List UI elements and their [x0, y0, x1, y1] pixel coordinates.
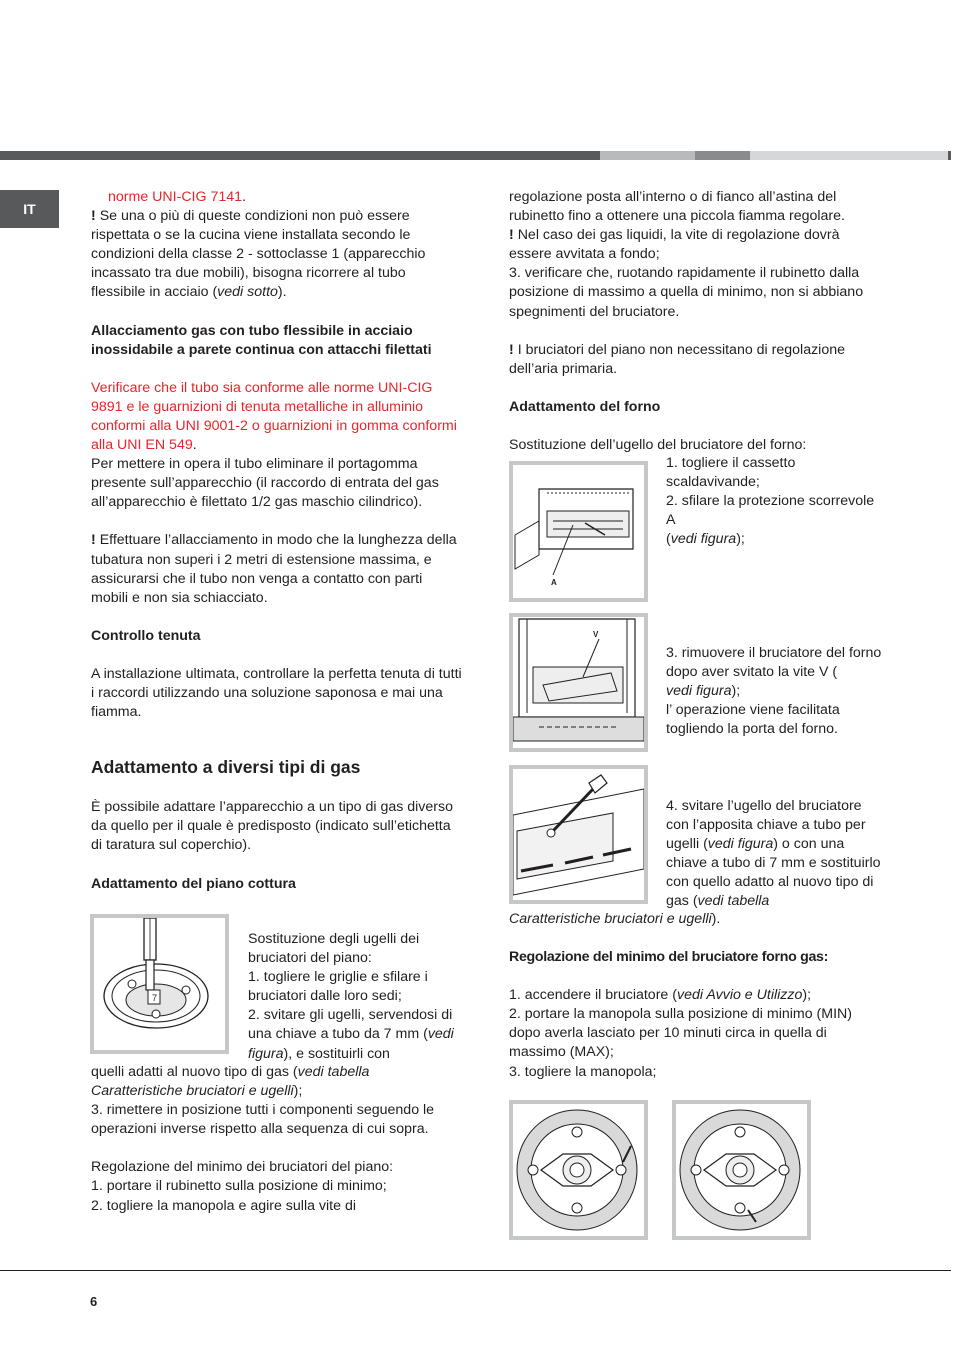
right-column: regolazione posta all’interno o di fianco all’astina del rubinetto fino a ottenere una piccola fiamma regolare. ! Nel caso dei gas liquidi, la vite di regolazione dovrà essere avvitata a fondo; 3. verificare che, ruotando rapidamente il rubinetto dalla posizione di massimo a quella di minimo, non si abbiano spegnimenti del bruciatore. ! I bruciatori del piano non necessitano di regolazione dell’aria primaria. Adattamento del forno Sostituzione dell’ugello del bruciatore del forno:: [509, 188, 885, 455]
top-color-bar: [0, 151, 950, 160]
heading-regolazione-forno: Regolazione del minimo del bruciatore forno gas:: [509, 949, 829, 966]
paragraph-adattamento: È possibile adattare l’apparecchio a un tipo di gas diverso da quello per il quale è predisposto (indicato sull’etichetta di taratura sul coperchio).: [91, 799, 454, 854]
heading-piano-cottura: Adattamento del piano cottura: [91, 875, 296, 892]
paragraph-allacciamento-note: ! Effettuare l’allacciamento in modo che la lunghezza della tubatura non superi i 2 metri di estensione massima, e assicurarsi che il tubo non venga a contatto con parti mobili e non sia schiacciato.: [91, 532, 457, 606]
left-column: norme UNI-CIG 7141. ! Se una o più di queste condizioni non può essere rispettata o se la cucina viene installata secondo le condizioni della classe 2 - sottoclasse 1 (apparecchio incassato tra due mobili), bisogna ricorrere al tubo flessibile in acciaio (vedi sotto). Allacciamento gas con tubo flessibile in acciaio inossidabile a parete continua con attacchi filettati Verificare che il tubo sia conforme alle norme UNI-CIG 9891 e le guarnizioni di tenuta metalliche in alluminio conformi alla UNI 9001-2 o guarnizioni in gomma conformi alla UNI EN 549. Per mettere in opera il tubo eliminare il portagomma presente sull’apparecchio (il raccordo di entrata del gas all’apparecchio è filettato 1/2 gas maschio cilindrico). ! Effettuare l’allacciamento in modo che la lunghezza della tubatura non superi i 2 metri di estensione massima, e assicurarsi che il tubo non venga a contatto con parti mobili e non sia schiacciato. Controllo tenuta A installazione ultimata, controllare la perfetta tenuta di tutti i raccordi utilizzando una soluzione saponosa e mai una fiamma. Adattamento a diversi tipi di gas È possibile adattare l’apparecchio a un tipo di gas diverso da quello per il quale è predisposto (indicato sull’etichetta di taratura sul coperchio). Adattamento del piano cottura: [91, 188, 463, 894]
figure-nozzle-wrench: [509, 765, 648, 904]
figure-valve-screw-2: [672, 1100, 811, 1240]
norme-ref: norme UNI-CIG 7141: [108, 189, 243, 205]
wrap-text-piano: Sostituzione degli ugelli dei bruciatori del piano: 1. togliere le griglie e sfilare i bruciatori dalle loro sedi; 2. svitare gli ugelli, servendosi di una chiave a tubo da 7 mm (vedi figura), e sostituirli con: [248, 931, 454, 1062]
right-column-continued: Caratteristiche bruciatori e ugelli). Regolazione del minimo del bruciatore forno gas: 1. accendere il bruciatore (vedi Avvio e Utilizzo); 2. portare la manopola sulla posizione di minimo (MIN) dopo averla lasciato per 10 minuti circa in quella di massimo (MAX); 3. togliere la manopola;: [509, 910, 885, 1082]
figure-oven-protection-a: [509, 461, 648, 602]
paragraph-verifica: Verificare che il tubo sia conforme alle norme UNI-CIG 9891 e le guarnizioni di tenuta metalliche in alluminio conformi alla UNI 9001-2 o guarnizioni in gomma conformi alla UNI EN 549.: [91, 379, 457, 454]
heading-adattamento-gas: Adattamento a diversi tipi di gas: [91, 757, 361, 778]
heading-forno: Adattamento del forno: [509, 398, 661, 415]
language-tab: IT: [0, 190, 59, 228]
left-column-continued: quelli adatti al nuovo tipo di gas (vedi tabella Caratteristiche bruciatori e ugelli); 3. rimettere in posizione tutti i componenti seguendo le operazioni inverse rispetto alla sequenza di cui sopra. Regolazione del minimo dei bruciatori del piano: 1. portare il rubinetto sulla posizione di minimo; 2. togliere la manopola e agire sulla vite di: [91, 1064, 435, 1214]
figure-valve-screw-1: [509, 1100, 648, 1240]
wrap-steps-1-2: 1. togliere il cassetto scaldavivande; 2. sfilare la protezione scorrevole A (vedi figura);: [666, 455, 875, 548]
fig-label-v: V: [593, 630, 599, 639]
page-number: 6: [90, 1294, 98, 1309]
figure-burner-nozzle: [90, 914, 229, 1054]
wrap-step-3: 3. rimuovere il bruciatore del forno dopo aver svitato la vite V ( vedi figura); l’ operazione viene facilitata togliendo la porta del forno.: [666, 645, 882, 738]
paragraph-condizioni: ! Se una o più di queste condizioni non può essere rispettata o se la cucina viene installata secondo le condizioni della classe 2 - sottoclasse 1 (apparecchio incassato tra due mobili), bisogna ricorrere al tubo flessibile in acciaio (vedi sotto).: [91, 208, 426, 301]
footer-rule: [0, 1270, 951, 1271]
paragraph-controllo: A installazione ultimata, controllare la perfetta tenuta di tutti i raccordi utilizzando una soluzione saponosa e mai una fiamma.: [91, 665, 462, 721]
figure-oven-burner-v: [509, 613, 648, 752]
paragraph-opera: Per mettere in opera il tubo eliminare il portagomma presente sull’apparecchio (il raccordo di entrata del gas all’apparecchio è filettato 1/2 gas maschio cilindrico).: [91, 456, 439, 511]
heading-controllo-tenuta: Controllo tenuta: [91, 627, 201, 644]
fig-label-7: 7: [152, 993, 158, 1003]
heading-allacciamento: Allacciamento gas con tubo flessibile in acciaio inossidabile a parete continua con attacchi filettati: [91, 322, 432, 358]
wrap-step-4: 4. svitare l’ugello del bruciatore con l’apposita chiave a tubo per ugelli (vedi figura) o con una chiave a tubo di 7 mm e sostituirlo con quello adatto al nuovo tipo di gas (vedi tabella: [666, 798, 881, 910]
fig-label-a: A: [551, 578, 557, 587]
